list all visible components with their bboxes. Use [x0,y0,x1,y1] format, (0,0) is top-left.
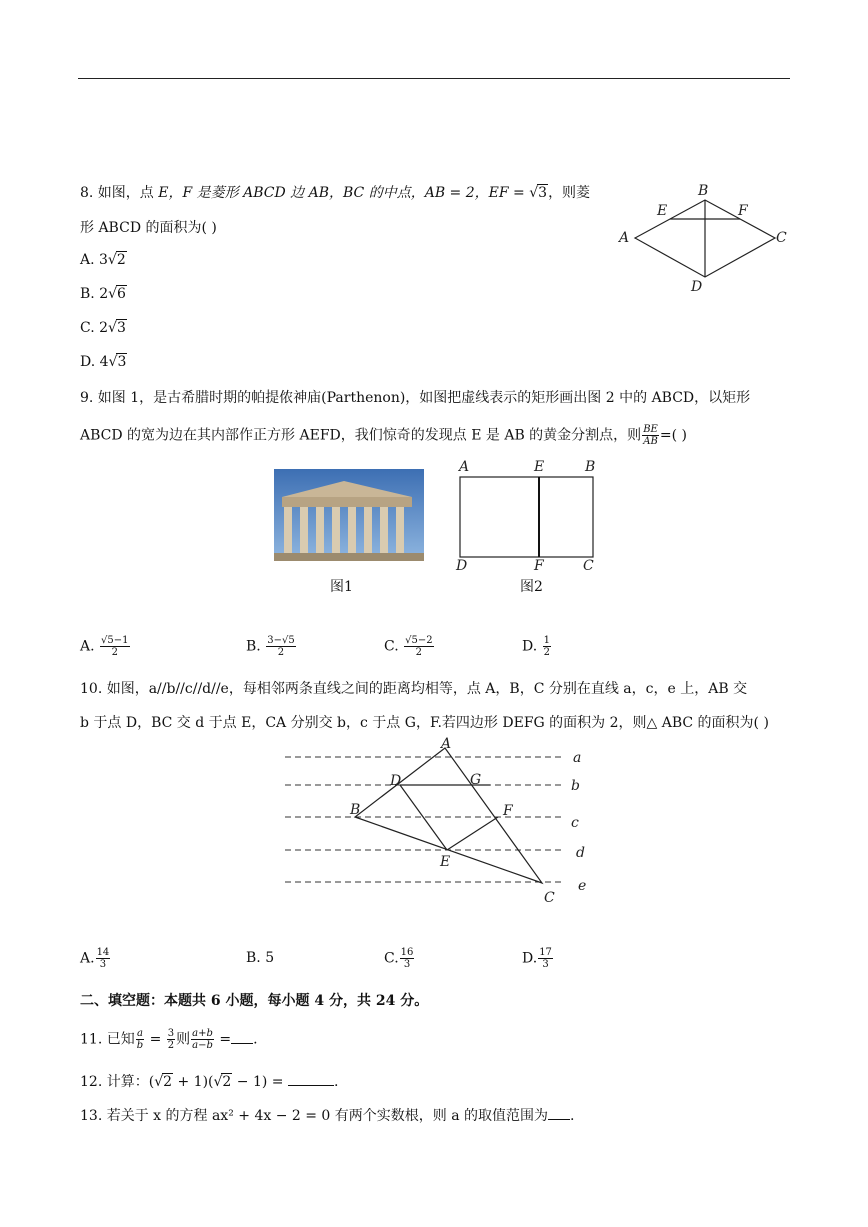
q9-label-d: D [456,558,468,574]
q9-label-e: E [534,459,545,475]
fig1-caption: 图1 [330,579,353,595]
q11-answer-blank [231,1031,253,1044]
q8-line1: 8. 如图，点 E，F 是菱形 ABCD 边 AB，BC 的中点，AB = 2，EF = √3，则菱 [80,185,591,201]
q10-label-a: A [441,736,452,752]
q8-rhombus-figure [610,180,800,295]
q10-label-c: C [544,890,555,906]
section2-heading: 二、填空题：本题共 6 小题，每小题 4 分，共 24 分。 [80,993,429,1009]
header-rule [78,78,790,79]
q9-label-b: B [585,459,596,475]
q12-answer-blank [288,1073,334,1086]
q10-option-a: A. $\frac{14}{3}$ [80,947,110,970]
q8-label-f: F [738,203,748,219]
q10-line1: 10. 如图，a//b//c//d//e，每相邻两条直线之间的距离均相等，点 A，B，C 分别在直线 a，c，e 上，AB 交 [80,681,748,697]
q9-option-d: D. $\frac{1}{2}$ [522,635,551,658]
q10-label-f: F [503,803,513,819]
q9-option-c: C. $\frac{√5-2}{2}$ [384,635,433,658]
q8-line2: 形 ABCD 的面积为( ) [80,220,217,236]
q9-rectangle-figure [450,456,610,576]
q11-line: 11. 已知 $\frac{a}{b}$ = $\frac{3}{2}$ 则 $\frac{a+b}{a-b}$ = . [80,1028,258,1051]
q10-label-g: G [470,772,482,788]
q12-line: 12. 计算：(√2 + 1)(√2 − 1) = . [80,1074,339,1090]
q10-label-b: B [350,802,361,818]
q10-line-b-label: b [571,778,580,794]
q10-line-d-label: d [576,845,585,861]
q9-label-f: F [534,558,544,574]
q10-option-b: B. 5 [246,950,275,966]
fig2-caption: 图2 [520,579,543,595]
q9-option-b: B. $\frac{3-√5}{2}$ [246,635,295,658]
q9-label-c: C [583,558,594,574]
parthenon-photo [274,469,424,561]
q8-label-c: C [776,230,787,246]
q9-line2: ABCD 的宽为边在其内部作正方形 AEFD，我们惊奇的发现点 E 是 AB 的黄金分割点，则 $\frac{BE}{AB}$ =( ) [80,424,687,447]
q8-option-a: A. 3√2 [80,252,126,268]
q8-label-b: B [698,183,709,199]
q10-parallel-lines-figure [280,735,600,910]
q8-option-d: D. 4√3 [80,354,127,370]
q10-line-a-label: a [573,750,582,766]
q8-label-a: A [619,230,630,246]
q8-option-c: C. 2√3 [80,320,126,336]
q9-line1: 9. 如图 1，是古希腊时期的帕提侬神庙(Parthenon)，如图把虚线表示的矩形画出图 2 中的 ABCD，以矩形 [80,390,751,406]
q10-option-c: C. $\frac{16}{3}$ [384,947,414,970]
q8-label-d: D [691,279,703,295]
q10-line2: b 于点 D，BC 交 d 于点 E，CA 分别交 b，c 于点 G，F.若四边形 DEFG 的面积为 2，则△ ABC 的面积为( ) [80,715,769,731]
q9-label-a: A [459,459,470,475]
q10-line-e-label: e [578,878,587,894]
q8-label-e: E [657,203,668,219]
q10-line-c-label: c [571,815,579,831]
q9-option-a: A. $\frac{√5-1}{2}$ [80,635,129,658]
q10-option-d: D. $\frac{17}{3}$ [522,947,552,970]
q10-label-d: D [390,773,402,789]
q13-line: 13. 若关于 x 的方程 ax² + 4x − 2 = 0 有两个实数根，则 a 的取值范围为 . [80,1108,575,1124]
q13-answer-blank [548,1107,570,1120]
q10-label-e: E [440,854,451,870]
q8-option-b: B. 2√6 [80,286,126,302]
